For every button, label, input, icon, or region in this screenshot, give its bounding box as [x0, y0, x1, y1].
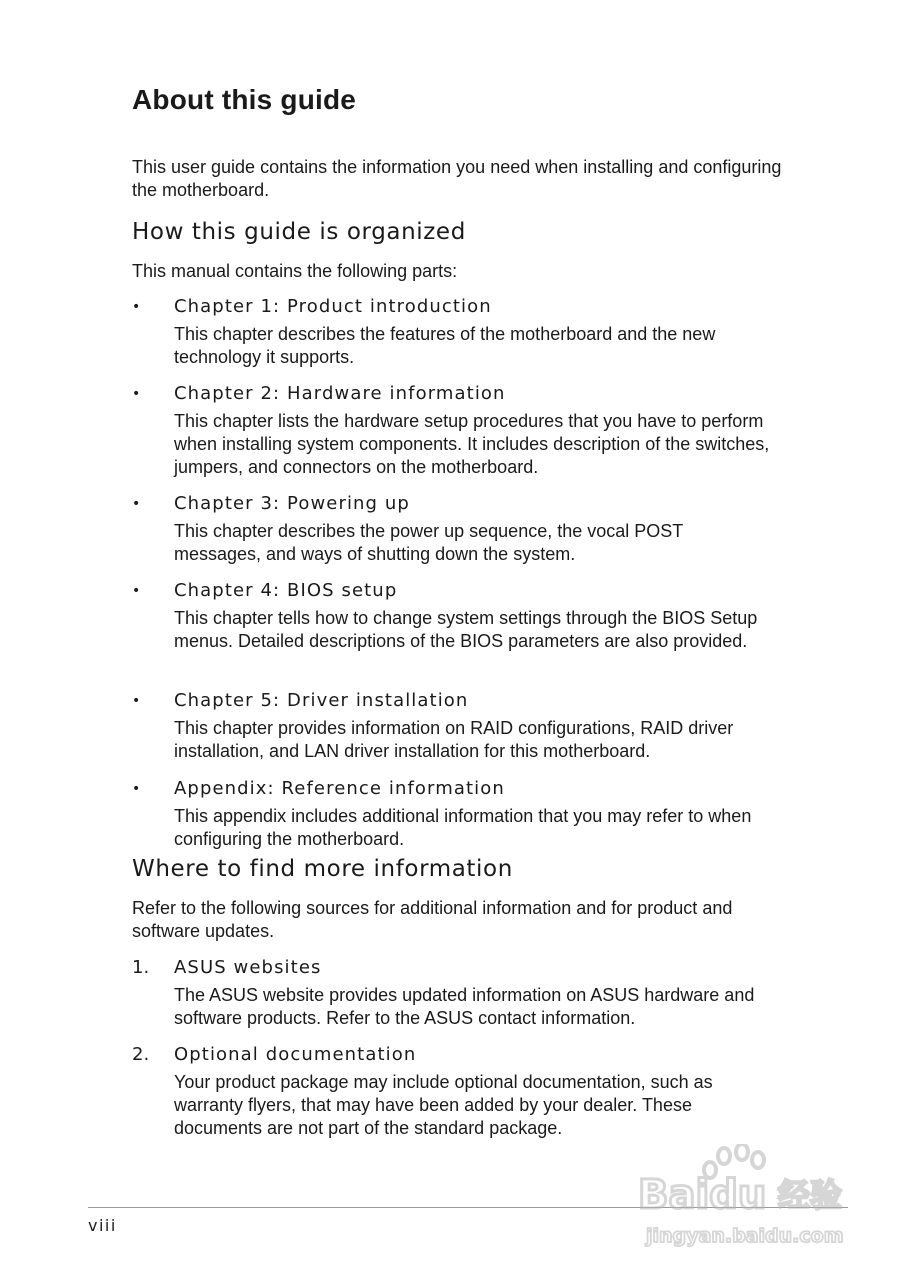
- section-heading-organization: How this guide is organized: [132, 219, 466, 245]
- paw-toe-icon: [752, 1152, 764, 1168]
- source-title: ASUS websites: [174, 957, 322, 978]
- bullet-icon: •: [132, 496, 141, 512]
- parts-intro-text: This manual contains the following parts:: [132, 261, 458, 281]
- source-title: Optional documentation: [174, 1044, 417, 1065]
- part-title: Chapter 4: BIOS setup: [174, 580, 398, 601]
- more-info-intro-text: Refer to the following sources for additional information and for product and software updates.: [132, 898, 733, 941]
- bullet-icon: •: [132, 386, 141, 402]
- part-description: This chapter tells how to change system settings through the BIOS Setup menus. Detailed descriptions of the BIOS parameters are also provided.: [174, 608, 758, 651]
- page-number: viii: [88, 1216, 117, 1235]
- paw-toe-icon: [718, 1148, 730, 1164]
- bullet-icon: •: [132, 693, 141, 709]
- bullet-icon: •: [132, 583, 141, 599]
- part-title: Chapter 2: Hardware information: [174, 383, 506, 404]
- bullet-icon: •: [132, 299, 141, 315]
- part-title: Chapter 1: Product introduction: [174, 296, 492, 317]
- watermark-brand: Baidu: [638, 1172, 767, 1218]
- source-description: The ASUS website provides updated information on ASUS hardware and software products. Refer to the ASUS contact information.: [174, 985, 755, 1028]
- part-description: This chapter describes the features of the motherboard and the new technology it supports.: [174, 324, 716, 367]
- part-description: This appendix includes additional information that you may refer to when configuring the motherboard.: [174, 806, 752, 849]
- part-description: This chapter provides information on RAID configurations, RAID driver installation, and LAN driver installation for this motherboard.: [174, 718, 734, 761]
- intro-paragraph: This user guide contains the information you need when installing and configuring the motherboard.: [132, 157, 782, 200]
- part-title: Chapter 3: Powering up: [174, 493, 410, 514]
- source-description: Your product package may include optional documentation, such as warranty flyers, that may have been added by your dealer. These documents are not part of the standard package.: [174, 1072, 713, 1138]
- part-title: Appendix: Reference information: [174, 778, 505, 799]
- watermark-url: jingyan.baidu.com: [646, 1225, 844, 1247]
- part-description: This chapter describes the power up sequence, the vocal POST messages, and ways of shutting down the system.: [174, 521, 683, 564]
- part-title: Chapter 5: Driver installation: [174, 690, 469, 711]
- paw-toe-icon: [736, 1144, 748, 1160]
- section-heading-more-info: Where to find more information: [132, 856, 513, 882]
- list-number: 1.: [132, 957, 150, 978]
- list-number: 2.: [132, 1044, 150, 1065]
- baidu-jingyan-watermark: [636, 1144, 856, 1264]
- bullet-icon: •: [132, 781, 141, 797]
- page-title: About this guide: [132, 84, 357, 115]
- watermark-cn: 经验: [778, 1176, 843, 1214]
- part-description: This chapter lists the hardware setup procedures that you have to perform when installing system components. It includes description of the switches, jumpers, and connectors on the motherboard.: [174, 411, 770, 477]
